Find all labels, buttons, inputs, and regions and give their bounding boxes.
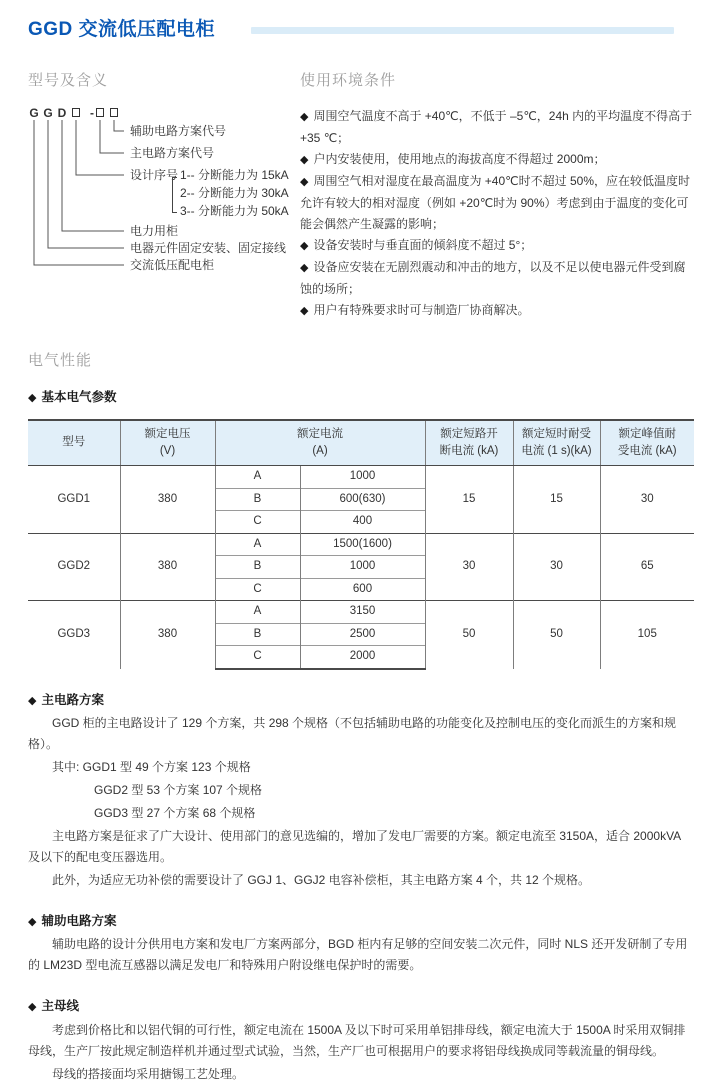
- cell-voltage: 380: [120, 601, 215, 669]
- top-columns: [28, 68, 694, 322]
- cell-model: GGD1: [28, 466, 120, 534]
- cell-peak: 30: [600, 466, 694, 534]
- diamond-bullet-icon: ◆: [300, 110, 309, 123]
- label-ac-lv-cabinet: 交流低压配电柜: [130, 257, 215, 272]
- col-header-voltage: 额定电压 (V): [120, 420, 215, 466]
- cell-current: 3150: [300, 601, 425, 624]
- diamond-bullet-icon: ◆: [300, 239, 309, 252]
- model-code-box: [72, 108, 80, 117]
- diamond-bullet-icon: ◆: [300, 153, 309, 166]
- cell-grade: B: [215, 556, 300, 579]
- label-power-cabinet: 电力用柜: [130, 223, 179, 238]
- environment-heading: 使用环境条件: [300, 72, 397, 90]
- cell-grade: A: [215, 466, 300, 489]
- design-option: 1-- 分断能力为 15kA: [180, 167, 289, 182]
- diamond-bullet-icon: ◆: [28, 694, 37, 707]
- cell-grade: C: [215, 578, 300, 601]
- env-condition-text: 周围空气温度不高于 +40℃，不低于 –5℃，24h 内的平均温度不得高于 +35 ℃；: [300, 108, 693, 145]
- env-condition-item: [300, 300, 694, 322]
- diamond-bullet-icon: ◆: [300, 304, 309, 317]
- env-condition-item: [300, 171, 694, 235]
- electrical-performance-heading: 电气性能: [28, 351, 93, 369]
- cell-grade: A: [215, 601, 300, 624]
- model-designation-diagram: [28, 106, 300, 280]
- cell-grade: B: [215, 488, 300, 511]
- cell-withstand: 30: [513, 533, 600, 601]
- cell-grade: C: [215, 646, 300, 669]
- model-code-box: [110, 108, 118, 117]
- env-condition-item: [300, 257, 694, 300]
- cell-grade: C: [215, 511, 300, 534]
- main-circuit-paragraph: 此外，为适应无功补偿的需要设计了 GGJ 1、GGJ2 电容补偿柜，其主电路方案 4 个，共 12 个规格。: [52, 873, 591, 888]
- label-aux-circuit-code: 辅助电路方案代号: [130, 123, 227, 138]
- col-header-current: 额定电流 (A): [215, 420, 425, 466]
- label-design-serial: 设计序号: [130, 167, 179, 182]
- table-header: [28, 420, 694, 466]
- diamond-bullet-icon: ◆: [28, 916, 37, 929]
- cell-voltage: 380: [120, 466, 215, 534]
- main-busbar-heading: [28, 996, 694, 1017]
- aux-circuit-paragraph: 辅助电路的设计分供用电方案和发电厂方案两部分，BGD 柜内有足够的空间安装二次元件，同时 NLS 还开发研制了专用的 LM23D 型电流互感器以满足发电厂和特殊用户附设继电保护时的需要。: [28, 937, 688, 973]
- cell-breaking: 15: [425, 466, 513, 534]
- cell-breaking: 30: [425, 533, 513, 601]
- cell-current: 600: [300, 578, 425, 601]
- design-option: 2-- 分断能力为 30kA: [180, 185, 289, 200]
- cell-grade: B: [215, 623, 300, 646]
- page-title: GGD 交流低压配电柜: [28, 19, 216, 40]
- env-condition-item: [300, 106, 694, 149]
- cell-model: GGD3: [28, 601, 120, 669]
- main-circuit-line: 其中: GGD1 型 49 个方案 123 个规格: [52, 760, 251, 775]
- cell-peak: 105: [600, 601, 694, 669]
- cell-peak: 65: [600, 533, 694, 601]
- model-code-box: [96, 108, 104, 117]
- cell-current: 2500: [300, 623, 425, 646]
- basic-parameters-subheading: [28, 387, 694, 408]
- diamond-bullet-icon: ◆: [28, 1001, 37, 1014]
- env-condition-text: 设备应安装在无剧烈震动和冲击的地方，以及不足以使电器元件受到腐蚀的场所；: [300, 259, 686, 296]
- env-condition-text: 用户有特殊要求时可与制造厂协商解决。: [313, 302, 530, 317]
- diamond-bullet-icon: ◆: [28, 392, 37, 405]
- electrical-parameters-table: [28, 419, 694, 670]
- cell-current: 400: [300, 511, 425, 534]
- main-circuit-heading: [28, 690, 694, 711]
- env-condition-item: [300, 235, 694, 257]
- table-row: [28, 601, 694, 624]
- model-code-letter: G: [29, 105, 39, 120]
- table-row: [28, 466, 694, 489]
- design-option: 3-- 分断能力为 50kA: [180, 203, 289, 218]
- main-circuit-paragraph: 主电路方案是征求了广大设计、使用部门的意见选编的，增加了发电厂需要的方案。额定电流至 3150A，适合 2000kVA 及以下的配电变压器选用。: [28, 829, 681, 865]
- cell-current: 600(630): [300, 488, 425, 511]
- model-meaning-heading: 型号及含义: [28, 72, 109, 90]
- basic-parameters-text: 基本电气参数: [41, 390, 117, 405]
- env-condition-text: 户内安装使用，使用地点的海拔高度不得超过 2000m；: [313, 151, 606, 166]
- col-header-withstand-current: 额定短时耐受 电流 (1 s)(kA): [513, 420, 600, 466]
- aux-circuit-heading-text: 辅助电路方案: [41, 914, 117, 929]
- main-circuit-line: GGD2 型 53 个方案 107 个规格: [94, 783, 263, 798]
- cell-breaking: 50: [425, 601, 513, 669]
- main-circuit-line: GGD3 型 27 个方案 68 个规格: [94, 806, 256, 821]
- cell-current: 1000: [300, 466, 425, 489]
- cell-grade: A: [215, 533, 300, 556]
- env-condition-text: 周围空气相对湿度在最高温度为 +40℃时不超过 50%，应在较低温度时允许有较大的相对湿度（例如 +20℃时为 90%）考虑到由于温度的变化可能会偶然产生凝露的影响；: [300, 173, 690, 231]
- diamond-bullet-icon: ◆: [300, 261, 309, 274]
- env-condition-text: 设备安装时与垂直面的倾斜度不超过 5°；: [313, 237, 533, 252]
- design-options-bracket: [172, 177, 177, 213]
- main-busbar-paragraph: 考虑到价格比和以铝代铜的可行性，额定电流在 1500A 及以下时可采用单铝排母线，额定电流大于 1500A 时采用双铜排母线，生产厂按此规定制造样机并通过型式试验，当然，生产厂也可根据用户的要求将铝母线换成同等载流量的铜母线。: [28, 1022, 686, 1058]
- table-row: [28, 533, 694, 556]
- cell-current: 1500(1600): [300, 533, 425, 556]
- main-circuit-paragraph: GGD 柜的主电路设计了 129 个方案，共 298 个规格（不包括辅助电路的功能变化及控制电压的变化而派生的方案和规格）。: [28, 716, 677, 752]
- col-header-model: 型号: [28, 420, 120, 466]
- model-code-letter: D: [57, 105, 67, 120]
- cell-current: 1000: [300, 556, 425, 579]
- model-code-letter: G: [43, 105, 53, 120]
- env-condition-item: [300, 149, 694, 171]
- cell-voltage: 380: [120, 533, 215, 601]
- model-meaning-section: [28, 68, 300, 322]
- model-code-dash: -: [90, 105, 94, 120]
- diamond-bullet-icon: ◆: [300, 175, 309, 188]
- cell-withstand: 50: [513, 601, 600, 669]
- aux-circuit-heading: [28, 911, 694, 932]
- main-busbar-paragraph: 母线的搭接面均采用搪锡工艺处理。: [52, 1066, 245, 1081]
- title-accent-bar: [251, 27, 674, 34]
- cell-model: GGD2: [28, 533, 120, 601]
- cell-current: 2000: [300, 646, 425, 669]
- col-header-breaking-current: 额定短路开 断电流 (kA): [425, 420, 513, 466]
- main-busbar-heading-text: 主母线: [41, 999, 79, 1014]
- label-fixed-mount: 电器元件固定安装、固定接线: [130, 240, 287, 255]
- main-circuit-heading-text: 主电路方案: [41, 692, 104, 707]
- page-header: [28, 14, 694, 46]
- col-header-peak-current: 额定峰值耐 受电流 (kA): [600, 420, 694, 466]
- cell-withstand: 15: [513, 466, 600, 534]
- label-main-circuit-code: 主电路方案代号: [130, 145, 215, 160]
- environment-section: [300, 68, 694, 322]
